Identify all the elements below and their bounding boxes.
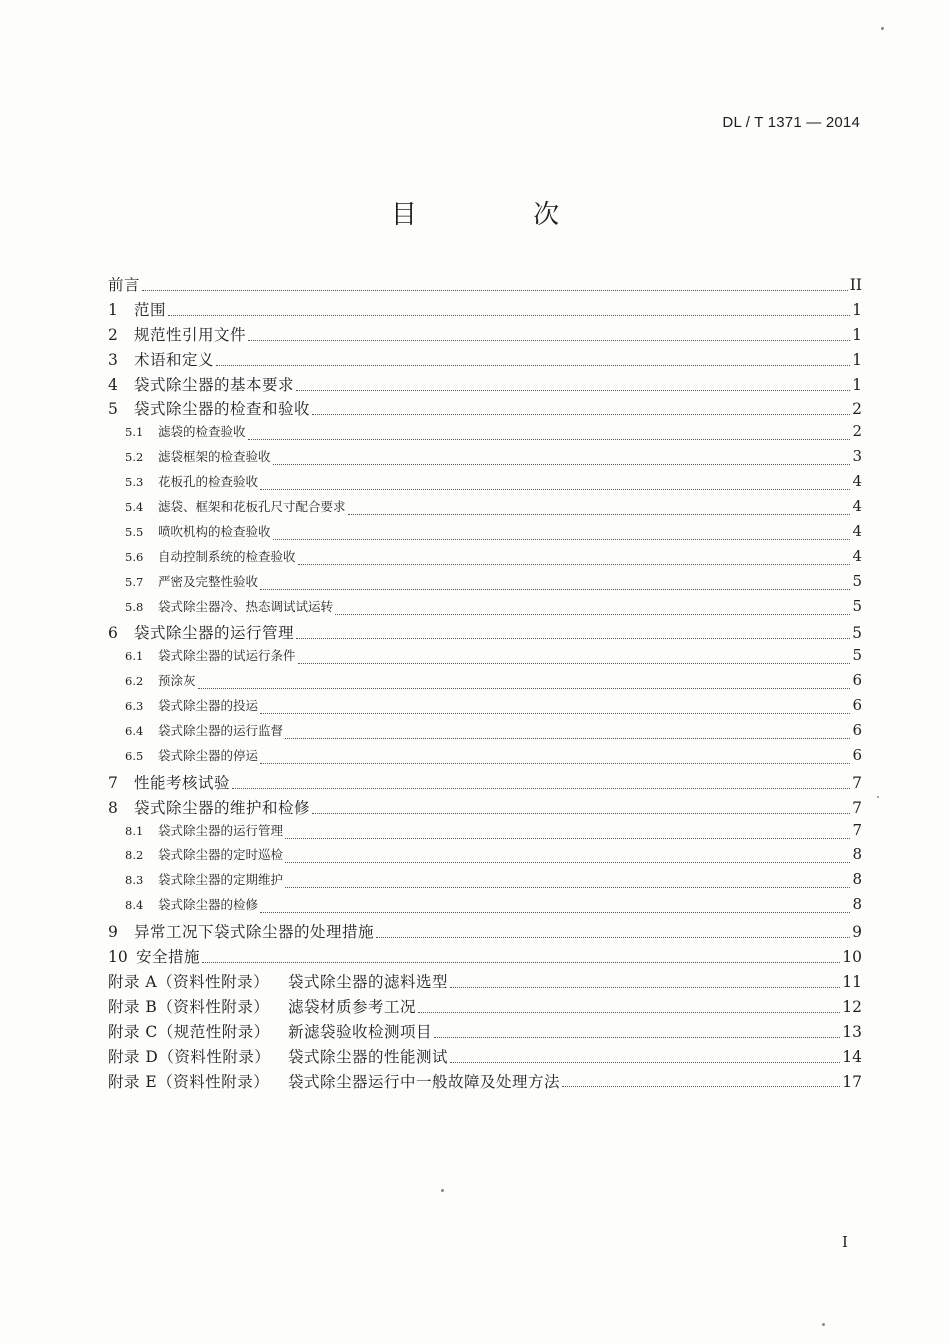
toc-leader-dots <box>248 340 850 341</box>
toc-entry-page: 9 <box>852 923 862 942</box>
toc-entry-page: 4 <box>852 546 862 565</box>
toc-entry-page: 7 <box>852 773 862 792</box>
toc-leader-dots <box>216 365 850 366</box>
toc-entry[interactable] <box>108 821 862 846</box>
toc-leader-dots <box>298 564 851 565</box>
toc-entry-number: 5.3 <box>125 475 144 490</box>
toc-leader-dots <box>298 663 851 664</box>
toc-entry-number: 5.8 <box>125 599 144 614</box>
toc-entry-number: 6.3 <box>125 699 144 714</box>
toc-entry[interactable] <box>108 373 862 398</box>
toc-entry-number: 2 <box>108 325 118 344</box>
toc-entry-page: 1 <box>852 350 862 369</box>
toc-entry-number: 6.4 <box>125 724 144 739</box>
toc-entry-title: 袋式除尘器的运行管理 <box>134 624 295 643</box>
toc-entry-number: 1 <box>108 300 118 319</box>
toc-entry-page: 1 <box>852 375 862 394</box>
toc-entry-number: 8.1 <box>125 823 144 838</box>
toc-leader-dots <box>248 439 851 440</box>
toc-entry[interactable] <box>108 572 862 597</box>
toc-leader-dots <box>198 688 851 689</box>
scan-speck <box>881 27 884 30</box>
toc-entry[interactable] <box>108 696 862 721</box>
table-of-contents <box>108 273 862 1094</box>
toc-leader-dots <box>335 614 850 615</box>
toc-entry-page: 2 <box>852 422 862 441</box>
toc-entry[interactable] <box>108 796 862 821</box>
toc-entry-number: 5.5 <box>125 524 144 539</box>
toc-entry-page: 6 <box>852 721 862 740</box>
toc-entry-number: 6.2 <box>125 674 144 689</box>
toc-leader-dots <box>450 1062 840 1063</box>
toc-entry-page: 7 <box>852 820 862 839</box>
toc-entry[interactable] <box>108 845 862 870</box>
toc-entry-page: 11 <box>842 972 862 991</box>
scan-speck <box>441 1189 444 1192</box>
toc-entry[interactable] <box>108 895 862 920</box>
toc-leader-dots <box>562 1086 840 1087</box>
toc-leader-dots <box>376 937 850 938</box>
toc-entry-title: 新滤袋验收检测项目 <box>288 1022 433 1041</box>
toc-entry[interactable] <box>108 746 862 771</box>
toc-leader-dots <box>312 813 850 814</box>
toc-entry-title: 袋式除尘器的运行监督 <box>158 723 284 739</box>
toc-entry[interactable] <box>108 771 862 796</box>
toc-leader-dots <box>285 887 850 888</box>
toc-entry-page: 8 <box>852 845 862 864</box>
toc-leader-dots <box>260 589 850 590</box>
toc-entry-appendix-label: 附录 A（资料性附录） <box>108 972 270 991</box>
scan-speck <box>822 1323 825 1326</box>
toc-entry-number: 6.1 <box>125 649 144 664</box>
toc-leader-dots <box>285 738 850 739</box>
toc-leader-dots <box>142 290 848 291</box>
toc-entry-title: 滤袋、框架和花板孔尺寸配合要求 <box>158 499 346 515</box>
toc-entry[interactable] <box>108 323 862 348</box>
toc-entry-title: 袋式除尘器的滤料选型 <box>288 972 449 991</box>
toc-entry-appendix-label: 附录 B（资料性附录） <box>108 997 270 1016</box>
toc-entry-number: 5.7 <box>125 574 144 589</box>
toc-entry-number: 5 <box>108 400 118 419</box>
toc-leader-dots <box>434 1037 840 1038</box>
toc-entry-number: 8 <box>108 798 118 817</box>
toc-entry-page: 12 <box>842 997 862 1016</box>
toc-entry-page: 5 <box>852 571 862 590</box>
toc-leader-dots <box>202 962 840 963</box>
toc-leader-dots <box>260 763 850 764</box>
toc-entry-title: 袋式除尘器的检修 <box>158 897 259 913</box>
toc-entry[interactable] <box>108 397 862 422</box>
toc-entry[interactable] <box>108 348 862 373</box>
toc-leader-dots <box>260 489 850 490</box>
toc-leader-dots <box>450 987 840 988</box>
toc-leader-dots <box>296 638 850 639</box>
toc-entry-title: 袋式除尘器运行中一般故障及处理方法 <box>288 1072 561 1091</box>
toc-entry-title: 袋式除尘器的试运行条件 <box>158 648 296 664</box>
toc-entry-title: 术语和定义 <box>134 350 215 369</box>
toc-leader-dots <box>273 539 851 540</box>
toc-entry-title: 袋式除尘器的性能测试 <box>288 1047 449 1066</box>
toc-entry-title: 袋式除尘器的定时巡检 <box>158 847 284 863</box>
toc-entry[interactable] <box>108 547 862 572</box>
toc-leader-dots <box>285 838 850 839</box>
page-title: 目 次 <box>390 200 614 230</box>
toc-entry-title: 范围 <box>134 300 167 319</box>
toc-entry-title: 规范性引用文件 <box>134 325 247 344</box>
standard-code: DL / T 1371 — 2014 <box>722 114 860 131</box>
toc-entry-title: 异常工况下袋式除尘器的处理措施 <box>134 923 375 942</box>
toc-entry-page: 13 <box>842 1022 862 1041</box>
toc-leader-dots <box>296 390 850 391</box>
toc-entry[interactable] <box>108 1020 862 1045</box>
toc-entry-number: 8.3 <box>125 873 144 888</box>
toc-leader-dots <box>232 788 850 789</box>
toc-entry-page: 1 <box>852 300 862 319</box>
toc-entry[interactable] <box>108 472 862 497</box>
toc-entry-page: 14 <box>842 1047 862 1066</box>
toc-entry-title: 袋式除尘器的基本要求 <box>134 375 295 394</box>
toc-entry-page: 6 <box>852 671 862 690</box>
toc-entry[interactable] <box>108 646 862 671</box>
toc-entry-page: 4 <box>852 497 862 516</box>
toc-entry-page: 8 <box>852 895 862 914</box>
toc-leader-dots <box>312 414 850 415</box>
toc-entry[interactable] <box>108 422 862 447</box>
toc-entry[interactable] <box>108 273 862 298</box>
toc-entry[interactable] <box>108 995 862 1020</box>
toc-entry-title: 安全措施 <box>136 948 201 967</box>
toc-entry-title: 喷吹机构的检查验收 <box>158 523 271 539</box>
toc-leader-dots <box>348 514 851 515</box>
toc-entry-appendix-label: 附录 D（资料性附录） <box>108 1047 271 1066</box>
toc-leader-dots <box>260 713 850 714</box>
toc-entry-page: 7 <box>852 798 862 817</box>
toc-entry-title: 自动控制系统的检查验收 <box>158 548 296 564</box>
toc-entry-title: 滤袋材质参考工况 <box>288 997 417 1016</box>
toc-leader-dots <box>418 1012 840 1013</box>
toc-entry-page: II <box>849 276 862 294</box>
toc-entry-page: 4 <box>852 521 862 540</box>
toc-entry-number: 4 <box>108 375 118 394</box>
toc-entry[interactable] <box>108 298 862 323</box>
toc-entry[interactable] <box>108 522 862 547</box>
toc-leader-dots <box>260 912 850 913</box>
toc-entry-number: 10 <box>108 948 128 967</box>
toc-entry[interactable] <box>108 721 862 746</box>
toc-entry-title: 性能考核试验 <box>134 773 231 792</box>
toc-entry-title: 袋式除尘器的停运 <box>158 747 259 763</box>
toc-leader-dots <box>168 315 850 316</box>
toc-entry-page: 6 <box>852 696 862 715</box>
toc-entry-title: 袋式除尘器的运行管理 <box>158 822 284 838</box>
toc-entry-title: 袋式除尘器的定期维护 <box>158 872 284 888</box>
toc-entry-number: 7 <box>108 773 118 792</box>
toc-entry-page: 5 <box>852 596 862 615</box>
toc-entry-title: 滤袋框架的检查验收 <box>158 449 271 465</box>
toc-entry-title: 袋式除尘器冷、热态调试试运转 <box>158 598 334 614</box>
toc-entry-number: 8.4 <box>125 898 144 913</box>
toc-entry-number: 8.2 <box>125 848 144 863</box>
toc-entry-title: 袋式除尘器的维护和检修 <box>134 798 311 817</box>
toc-entry-number: 5.6 <box>125 549 144 564</box>
toc-leader-dots <box>285 862 850 863</box>
toc-entry-number: 6.5 <box>125 748 144 763</box>
toc-entry-number: 9 <box>108 923 118 942</box>
toc-entry-number: 5.2 <box>125 450 144 465</box>
toc-entry[interactable] <box>108 1070 862 1095</box>
toc-entry-appendix-label: 附录 C（规范性附录） <box>108 1022 270 1041</box>
toc-entry-page: 8 <box>852 870 862 889</box>
toc-entry-number: 5.1 <box>125 425 144 440</box>
toc-entry-title: 袋式除尘器的投运 <box>158 698 259 714</box>
toc-entry-page: 3 <box>852 447 862 466</box>
toc-entry[interactable] <box>108 621 862 646</box>
toc-entry-number: 5.4 <box>125 500 144 515</box>
toc-entry-number: 6 <box>108 624 118 643</box>
toc-entry-title: 严密及完整性验收 <box>158 573 259 589</box>
toc-entry-page: 5 <box>852 624 862 643</box>
toc-entry-page: 1 <box>852 325 862 344</box>
toc-entry[interactable] <box>108 945 862 970</box>
scan-speck <box>877 796 879 798</box>
toc-entry[interactable] <box>108 671 862 696</box>
toc-entry-appendix-label: 附录 E（资料性附录） <box>108 1072 270 1091</box>
toc-leader-dots <box>273 464 851 465</box>
page-number: I <box>842 1233 848 1251</box>
toc-entry[interactable] <box>108 1045 862 1070</box>
toc-entry[interactable] <box>108 920 862 945</box>
toc-entry-title: 预涂灰 <box>158 673 196 689</box>
toc-entry-title: 花板孔的检查验收 <box>158 474 259 490</box>
toc-entry[interactable] <box>108 970 862 995</box>
toc-entry-title: 袋式除尘器的检查和验收 <box>134 400 311 419</box>
toc-entry-page: 5 <box>852 646 862 665</box>
toc-entry-page: 2 <box>852 400 862 419</box>
toc-entry-page: 10 <box>842 948 862 967</box>
toc-entry[interactable] <box>108 497 862 522</box>
toc-entry-page: 4 <box>852 472 862 491</box>
toc-entry[interactable] <box>108 870 862 895</box>
toc-entry-title: 前言 <box>108 276 141 294</box>
toc-entry-page: 17 <box>842 1072 862 1091</box>
toc-entry[interactable] <box>108 447 862 472</box>
toc-entry[interactable] <box>108 597 862 622</box>
toc-entry-title: 滤袋的检查验收 <box>158 424 246 440</box>
toc-entry-number: 3 <box>108 350 118 369</box>
toc-entry-page: 6 <box>852 745 862 764</box>
